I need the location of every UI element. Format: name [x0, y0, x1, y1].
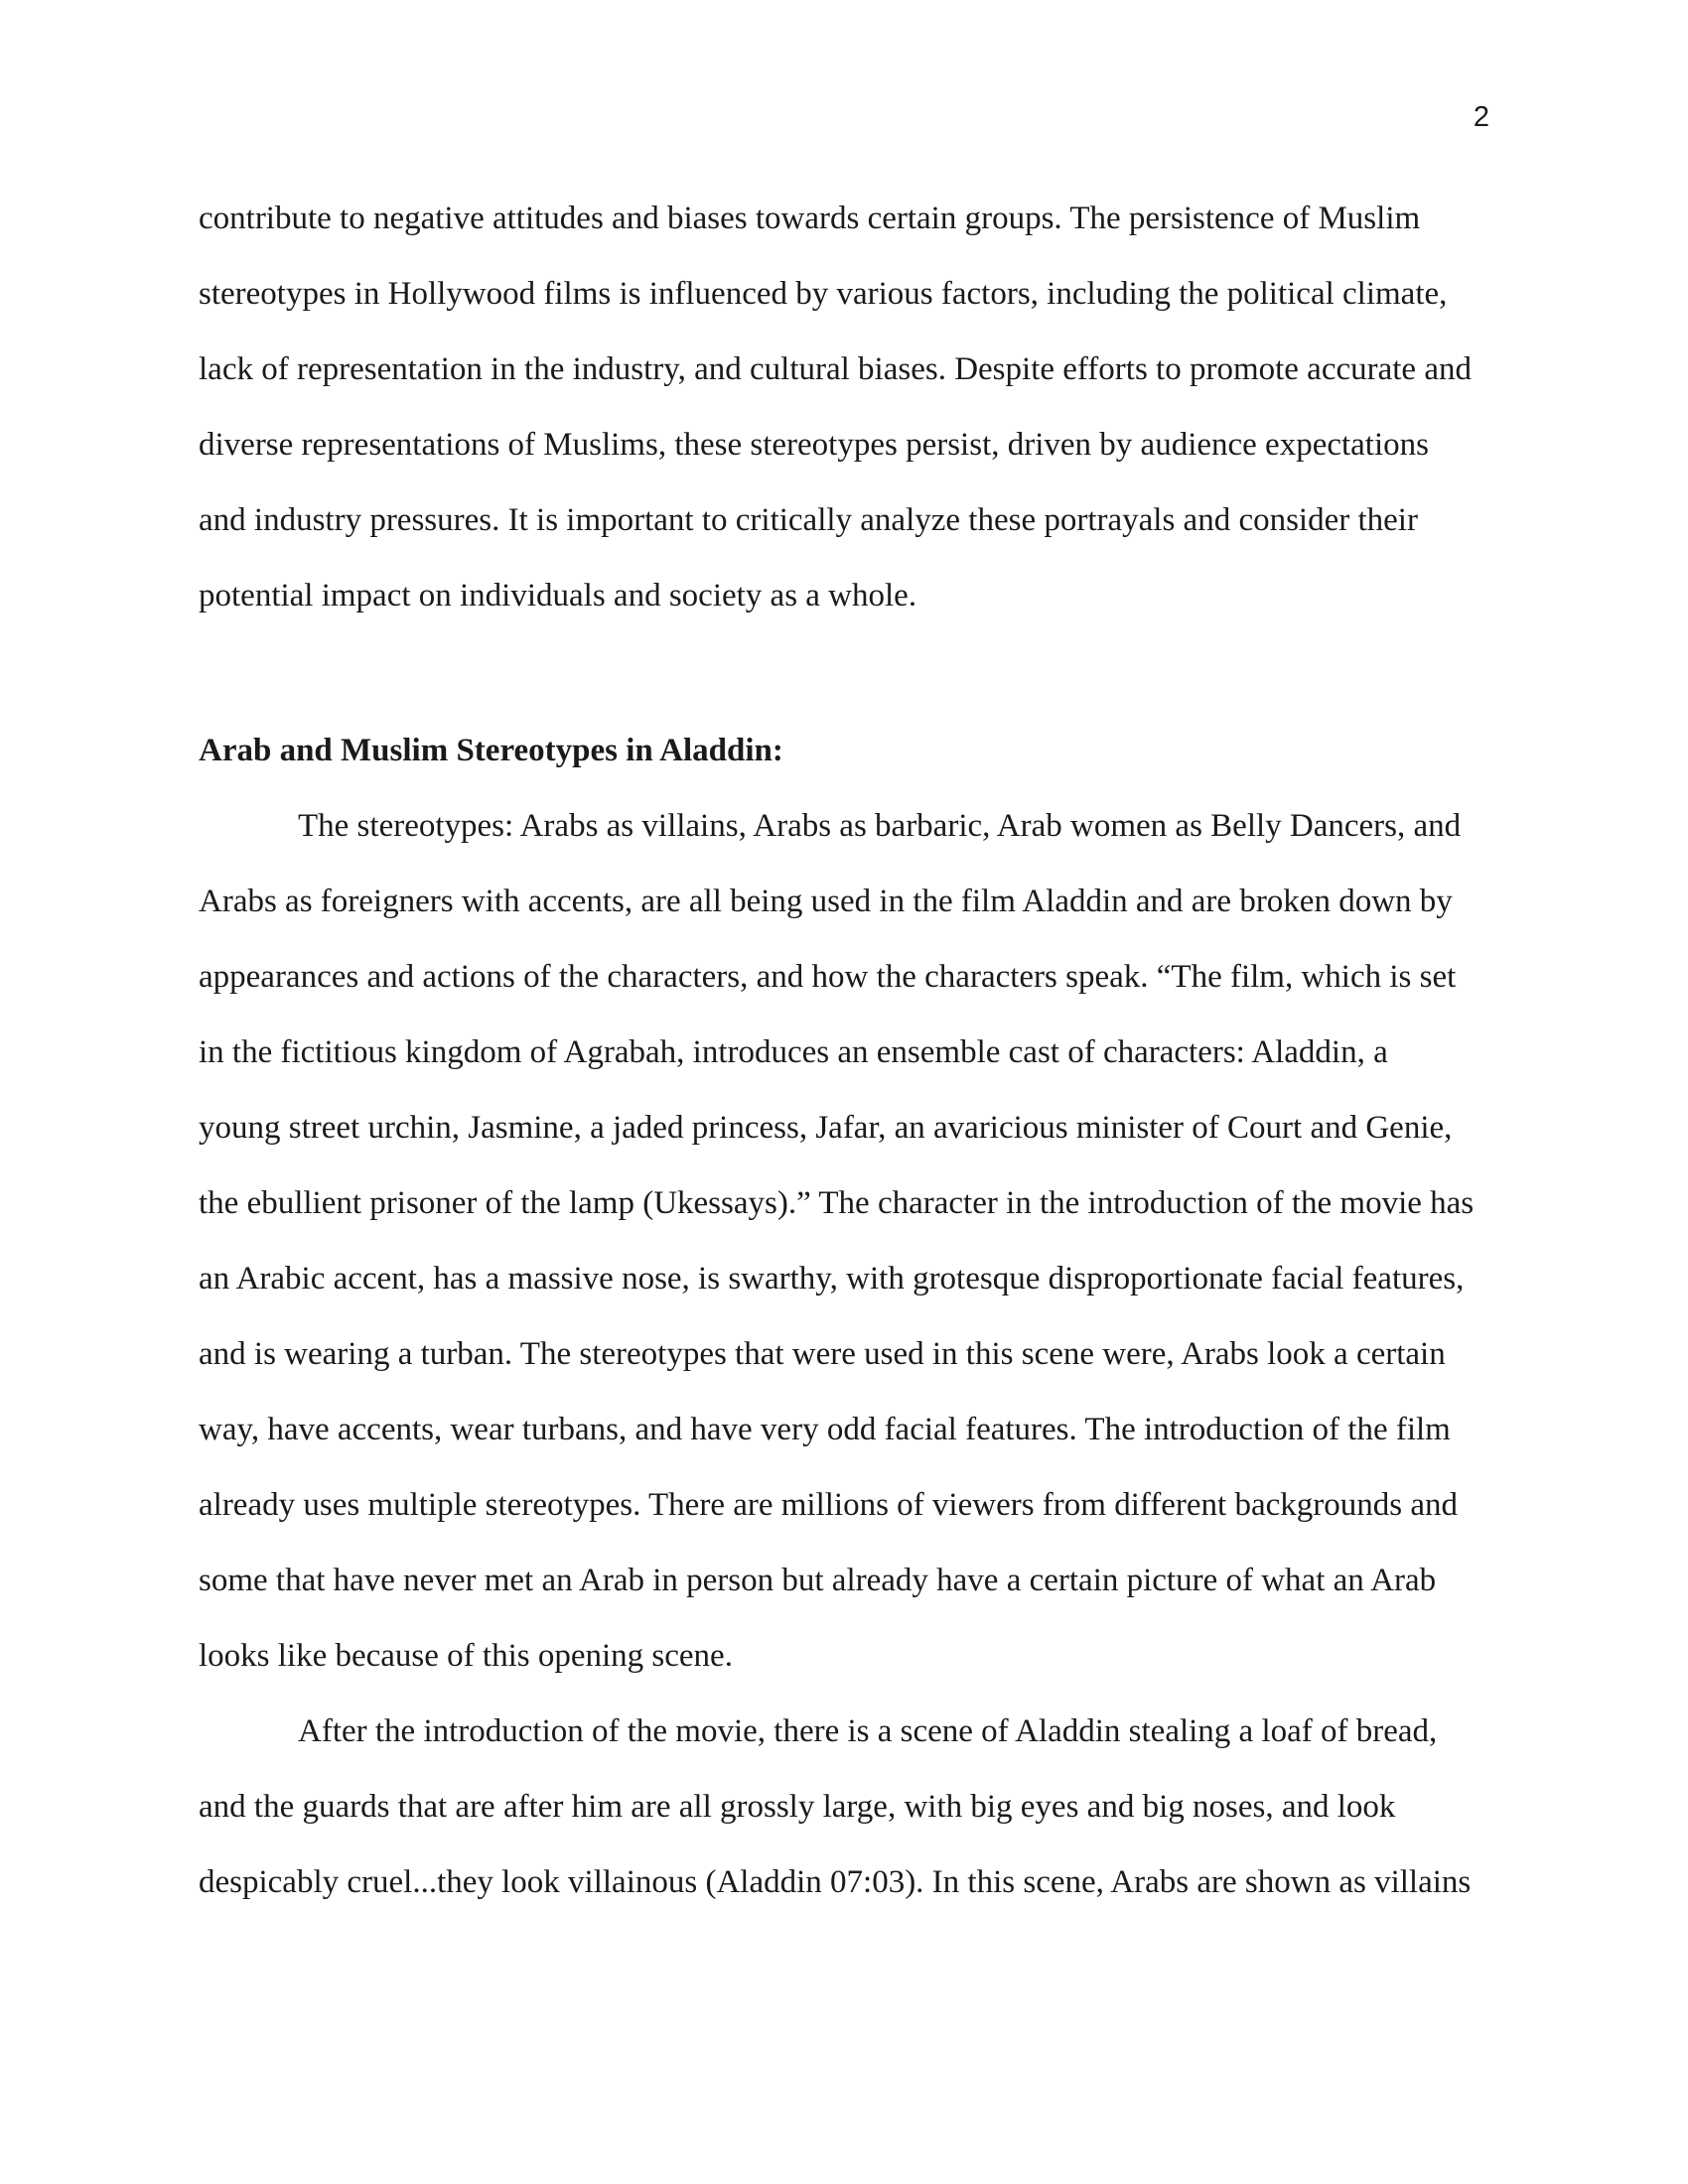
- paragraph-2-line: and is wearing a turban. The stereotypes that were used in this scene were, Arabs look a certain: [199, 1336, 1446, 1372]
- paragraph-2-line: looks like because of this opening scene.: [199, 1638, 733, 1674]
- paragraph-3-line: After the introduction of the movie, there is a scene of Aladdin stealing a loaf of bread,: [298, 1713, 1438, 1749]
- paragraph-2-line: way, have accents, wear turbans, and have very odd facial features. The introduction of the film: [199, 1412, 1451, 1447]
- section-heading: Arab and Muslim Stereotypes in Aladdin:: [199, 733, 783, 768]
- paragraph-2-line: The stereotypes: Arabs as villains, Arabs as barbaric, Arab women as Belly Dancers, and: [298, 808, 1462, 844]
- paragraph-1-line: lack of representation in the industry, and cultural biases. Despite efforts to promote accurate and: [199, 351, 1472, 387]
- paragraph-2-line: an Arabic accent, has a massive nose, is swarthy, with grotesque disproportionate facial features,: [199, 1261, 1465, 1297]
- page-number: 2: [1473, 101, 1489, 133]
- paragraph-3-line: despicably cruel...they look villainous (Aladdin 07:03). In this scene, Arabs are shown as villains: [199, 1864, 1472, 1900]
- paragraph-2-line: some that have never met an Arab in person but already have a certain picture of what an Arab: [199, 1563, 1437, 1598]
- paragraph-1-line: contribute to negative attitudes and biases towards certain groups. The persistence of Muslim: [199, 201, 1421, 236]
- paragraph-2-line: appearances and actions of the characters, and how the characters speak. “The film, which is set: [199, 959, 1457, 995]
- paragraph-2-line: the ebullient prisoner of the lamp (Ukessays).” The character in the introduction of the movie has: [199, 1185, 1475, 1221]
- paragraph-1-line: stereotypes in Hollywood films is influenced by various factors, including the political climate,: [199, 276, 1448, 312]
- paragraph-2-line: young street urchin, Jasmine, a jaded princess, Jafar, an avaricious minister of Court and Genie,: [199, 1110, 1453, 1146]
- paragraph-2-line: already uses multiple stereotypes. There are millions of viewers from different backgrounds and: [199, 1487, 1458, 1523]
- paragraph-2-line: in the fictitious kingdom of Agrabah, introduces an ensemble cast of characters: Aladdin, a: [199, 1034, 1388, 1070]
- paragraph-2-line: Arabs as foreigners with accents, are all being used in the film Aladdin and are broken down by: [199, 884, 1453, 919]
- paragraph-1-line: and industry pressures. It is important to critically analyze these portrayals and consider their: [199, 502, 1418, 538]
- paragraph-1-line: potential impact on individuals and society as a whole.: [199, 578, 917, 614]
- paragraph-3-line: and the guards that are after him are all grossly large, with big eyes and big noses, and look: [199, 1789, 1396, 1825]
- paragraph-1-line: diverse representations of Muslims, these stereotypes persist, driven by audience expectations: [199, 427, 1429, 463]
